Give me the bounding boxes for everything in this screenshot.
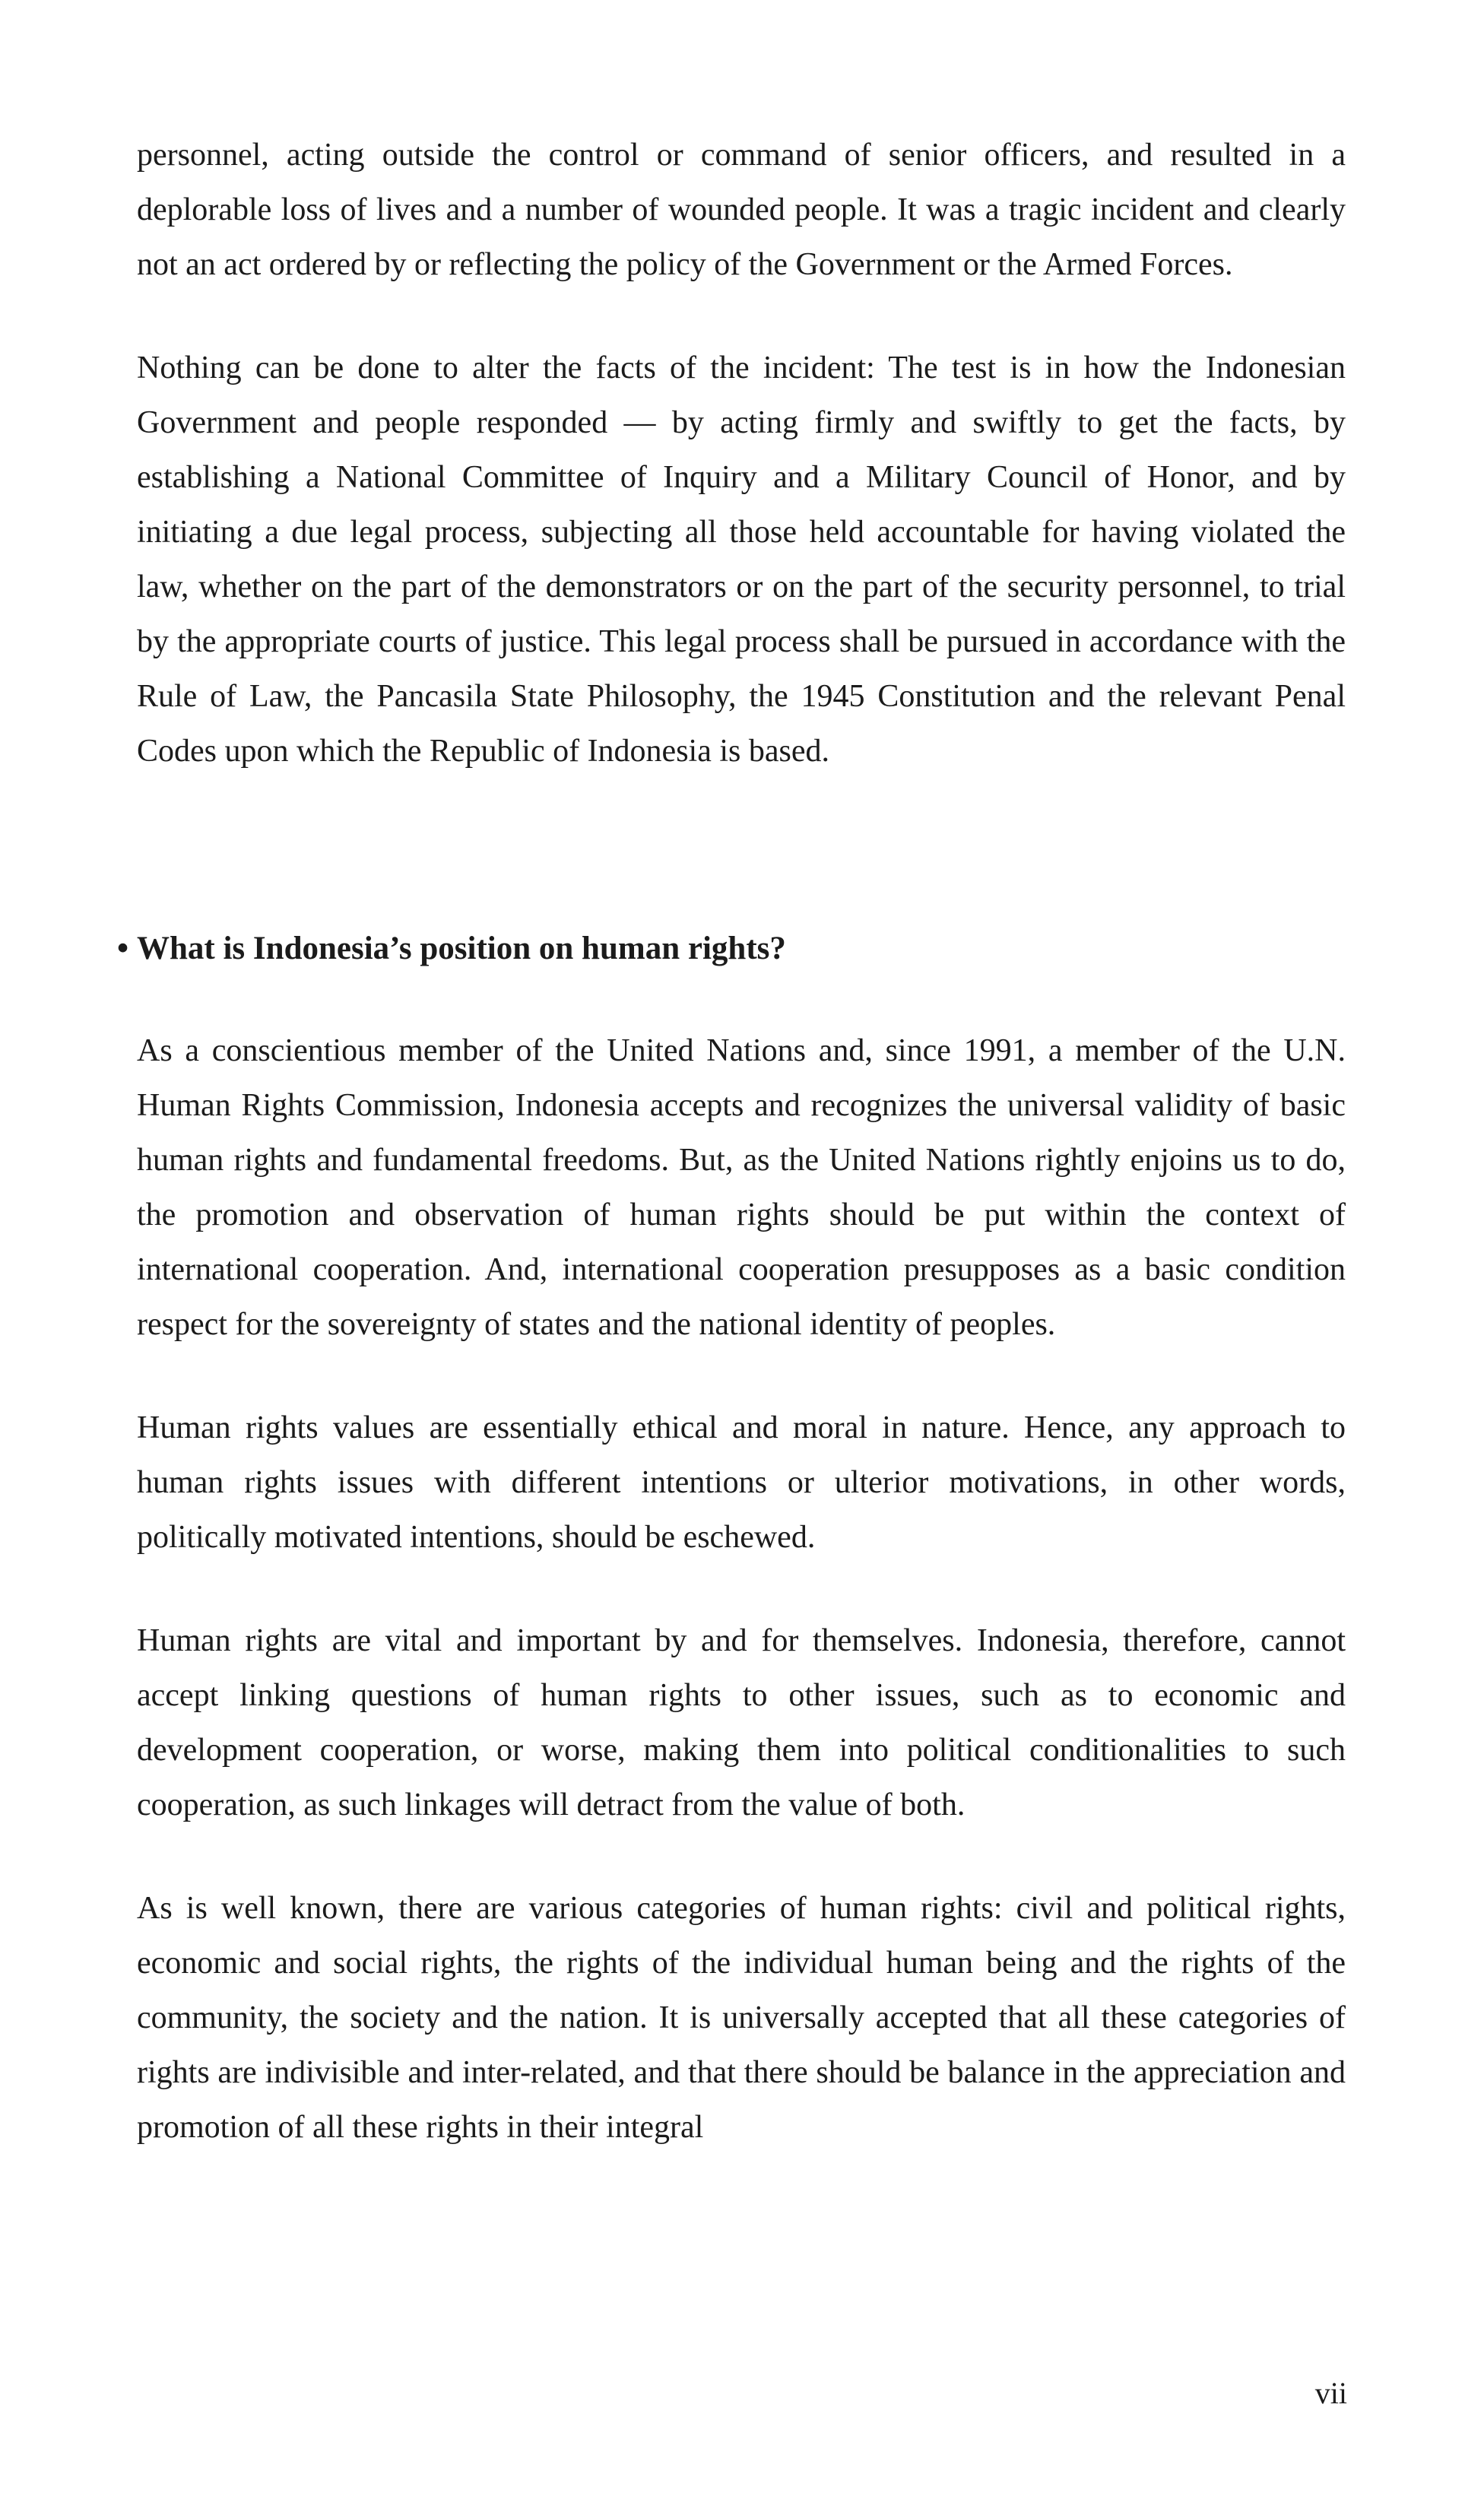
paragraph-incident-description: personnel, acting outside the control or command of senior officers, and resulted in a deplorable loss of lives and a number of wounded people. It was a tragic incident and clearly not an act ordered by or reflecting the policy of the Government or the Armed Forces. [137,138,1346,282]
paragraph-ethical-values: Human rights values are essentially ethical and moral in nature. Hence, any approach to human rights issues with different intentions or ulterior motivations, in other words, politically motivated intentions, should be eschewed. [137,1410,1346,1555]
paragraph-government-response: Nothing can be done to alter the facts of the incident: The test is in how the Indonesian Government and people responded — by acting firmly and swiftly to get the facts, by establishing a National Committee of Inquiry and a Military Council of Honor, and by initiating a due legal process, subjecting all those held accountable for having violated the law, whether on the part of the demonstrators or on the part of the security personnel, to trial by the appropriate courts of justice. This legal process shall be pursued in accordance with the Rule of Law, the Pancasila State Philosophy, the 1945 Constitution and the relevant Penal Codes upon which the Republic of Indonesia is based. [137,350,1346,769]
page-number: vii [1314,2376,1347,2410]
question-text: What is Indonesia’s position on human rights? [137,931,786,966]
paragraph-linkage: Human rights are vital and important by and for themselves. Indonesia, therefore, cannot accept linking questions of human rights to other issues, such as to economic and development cooperation, or worse, making them into political conditionalities to such cooperation, as such linkages will detract from the value of both. [137,1623,1346,1822]
question-heading [117,921,1346,976]
page-content [117,128,1346,2155]
paragraph-un-membership: As a conscientious member of the United Nations and, since 1991, a member of the U.N. Human Rights Commission, Indonesia accepts and recognizes the universal validity of basic human rights and fundamental freedoms. But, as the United Nations rightly enjoins us to do, the promotion and observation of human rights should be put within the context of international cooperation. And, international cooperation presupposes as a basic condition respect for the sovereignty of states and the national identity of peoples. [137,1033,1346,1342]
bullet-icon: • [117,931,129,966]
paragraph-categories: As is well known, there are various categories of human rights: civil and political rights, economic and social rights, the rights of the individual human being and the rights of the community, the society and the nation. It is universally accepted that all these categories of rights are indivisible and inter-related, and that there should be balance in the appreciation and promotion of all these rights in their integral [137,1891,1346,2145]
